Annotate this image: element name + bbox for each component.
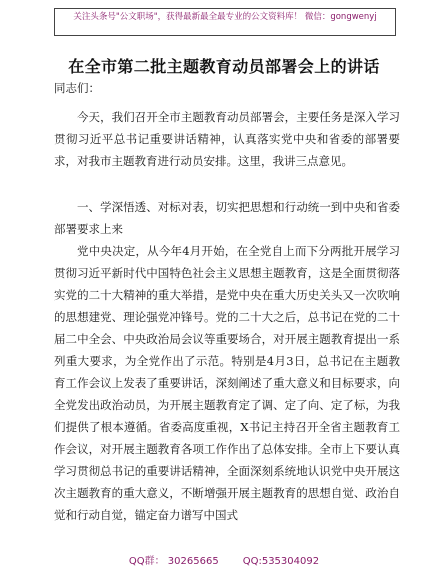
- document-title: 在全市第二批主题教育动员部署会上的讲话: [68, 57, 380, 76]
- salutation: 同志们：: [54, 81, 100, 95]
- footer-qq: QQ:535304092: [242, 556, 320, 567]
- paragraph-body: 党中央决定，从今年4月开始，在全党自上而下分两批开展学习贯彻习近平新时代中国特色社会主义思想主题教育，这是全面贯彻落实党的二十大精神的重大举措，是党中央在重大历史关头又一次吹响的思想建党、理论强党冲锋号。党的二十大之后，总书记在党的二十届二中全会、中央政治局会议等重要场合，对开展主题教育提出一系列重大要求，为全党作出了示范。特别是4月3日，总书记在主题教育工作会议上发表了重要讲话，深刻阐述了重大意义和目标要求，向全党发出政治动员，为开展主题教育定了调、定了向、定了标，为我们提供了根本遵循。省委高度重视，X书记主持召开全省主题教育工作会议，对开展主题教育各项工作作出了总体安排。全市上下要认真学习贯彻总书记的重要讲话精神，全面深刻系统地认识党中央开展这次主题教育的重大意义，不断增强开展主题教育的思想自觉、政治自觉和行动自觉，锚定奋力谱写中国式: [54, 244, 400, 522]
- paragraph-intro: 今天，我们召开全市主题教育动员部署会，主要任务是深入学习贯彻习近平总书记重要讲话精神，认真落实党中央和省委的部署要求，对我市主题教育进行动员安排。这里，我讲三点意见。: [54, 110, 400, 168]
- header-banner: [54, 8, 396, 36]
- header-banner-text: 关注头条号"公文职场"，获得最新最全最专业的公文资料库！ 微信：gongwenyj: [73, 12, 377, 22]
- footer-contact: [0, 552, 448, 567]
- section-heading-1: 一、学深悟透、对标对表，切实把思想和行动统一到中央和省委部署要求上来: [54, 200, 400, 236]
- footer-qq-group: QQ群： 30265665: [128, 556, 219, 567]
